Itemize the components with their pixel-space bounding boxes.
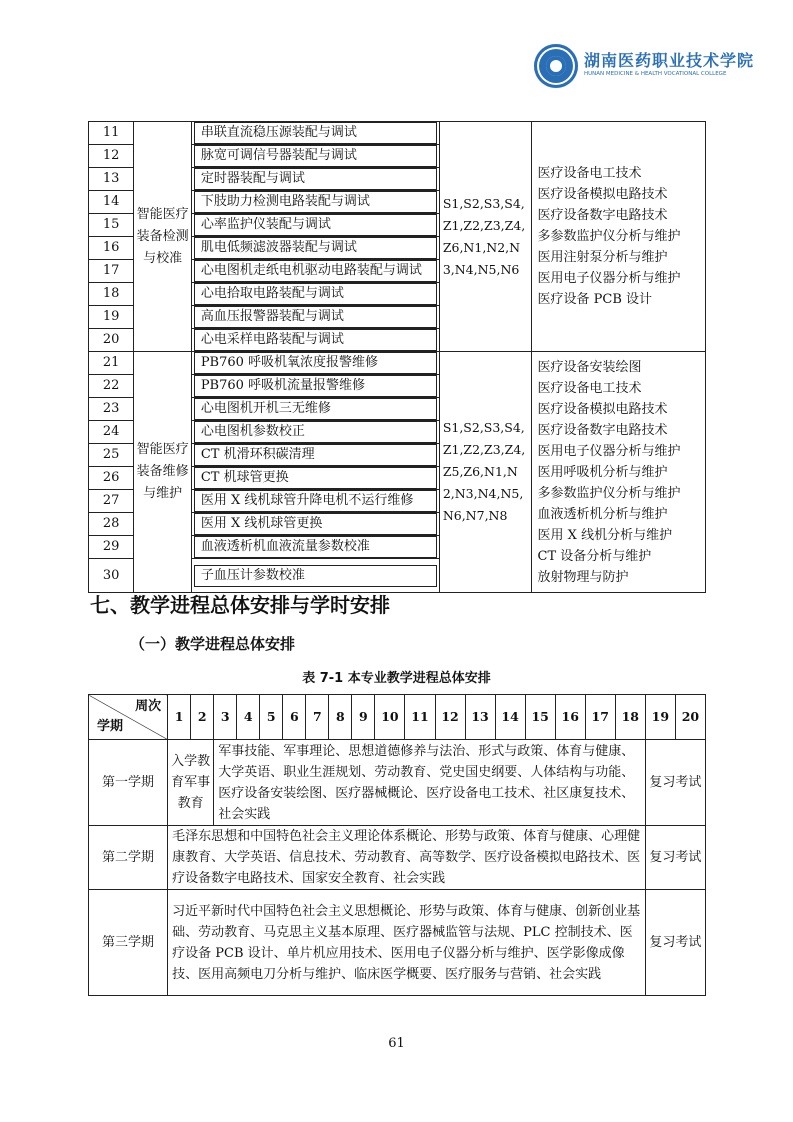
row-number: 13 xyxy=(89,168,134,191)
category-cell: 智能医疗装备维修与维护 xyxy=(134,352,191,593)
review-cell: 复习考试 xyxy=(645,826,705,890)
course-name: 医疗设备电工技术 xyxy=(537,166,642,181)
courses-cell xyxy=(531,352,705,593)
item-name: 下肢助力检测电路装配与调试 xyxy=(194,191,437,213)
item-cell xyxy=(191,214,439,237)
week-number: 10 xyxy=(375,695,405,740)
week-number: 12 xyxy=(435,695,465,740)
row-number: 15 xyxy=(89,214,134,237)
item-name: 高血压报警器装配与调试 xyxy=(194,306,437,328)
row-number: 23 xyxy=(89,398,134,421)
item-name: 心电图机走纸电机驱动电路装配与调试 xyxy=(194,260,437,282)
item-cell xyxy=(191,283,439,306)
category-cell: 智能医疗装备检测与校准 xyxy=(134,122,191,352)
item-name: 医用 X 线机球管升降电机不运行维修 xyxy=(194,490,437,512)
item-cell xyxy=(191,559,439,593)
row-number: 18 xyxy=(89,283,134,306)
teaching-schedule-table xyxy=(88,694,706,996)
row-number: 20 xyxy=(89,329,134,352)
item-cell xyxy=(191,352,439,375)
row-number: 22 xyxy=(89,375,134,398)
item-name: 定时器装配与调试 xyxy=(194,168,437,190)
item-name: CT 机球管更换 xyxy=(194,467,437,489)
row-number: 29 xyxy=(89,536,134,559)
item-name: 心电图机开机三无维修 xyxy=(194,398,437,420)
week-number: 6 xyxy=(283,695,306,740)
logo-name-cn: 湖南医药职业技术学院 xyxy=(584,51,755,70)
training-items-table xyxy=(88,121,706,593)
week-number: 13 xyxy=(465,695,495,740)
row-number: 17 xyxy=(89,260,134,283)
week-label: 周次 xyxy=(135,699,162,714)
course-name: 医疗设备数字电路技术 xyxy=(537,422,668,438)
item-cell xyxy=(191,191,439,214)
courses-cell xyxy=(531,122,705,352)
row-number: 28 xyxy=(89,513,134,536)
table-row xyxy=(89,122,706,145)
item-name: 医用 X 线机球管更换 xyxy=(194,513,437,535)
week-number: 9 xyxy=(352,695,375,740)
item-cell xyxy=(191,513,439,536)
term-name: 第二学期 xyxy=(89,826,168,890)
item-name: 肌电低频滤波器装配与调试 xyxy=(194,237,437,259)
item-cell xyxy=(191,122,439,145)
item-cell xyxy=(191,168,439,191)
row-number: 21 xyxy=(89,352,134,375)
term-row xyxy=(89,740,706,826)
course-name: 医疗设备电工技术 xyxy=(537,380,642,396)
term-label: 学期 xyxy=(97,719,124,734)
course-name: 医疗设备模拟电路技术 xyxy=(537,401,668,417)
row-number: 14 xyxy=(89,191,134,214)
header-row xyxy=(89,695,706,740)
item-name: PB760 呼吸机流量报警维修 xyxy=(194,375,437,397)
logo-name-en: HUNAN MEDICINE & HEALTH VOCATIONAL COLLEGE xyxy=(584,71,727,77)
item-cell xyxy=(191,444,439,467)
course-name: 医疗设备模拟电路技术 xyxy=(537,187,668,202)
item-name: 心电采样电路装配与调试 xyxy=(194,329,437,351)
week-number: 15 xyxy=(525,695,555,740)
item-name: 脉宽可调信号器装配与调试 xyxy=(194,145,437,167)
week-number: 1 xyxy=(168,695,191,740)
week-number: 11 xyxy=(405,695,435,740)
table-row xyxy=(89,352,706,375)
courses-cell: 军事技能、军事理论、思想道德修养与法治、形式与政策、体育与健康、大学英语、职业生涯规划、劳动教育、党史国史纲要、人体结构与功能、医疗设备安装绘图、医疗器械概论、医疗设备电工技术、社区康复技术、社会实践 xyxy=(214,740,646,826)
row-number: 12 xyxy=(89,145,134,168)
review-cell: 复习考试 xyxy=(645,740,705,826)
course-name: 放射物理与防护 xyxy=(537,569,629,585)
skills-cell: S1,S2,S3,S4,Z1,Z2,Z3,Z4,Z5,Z6,N1,N2,N3,N4,N5,N6,N7,N8 xyxy=(439,352,531,593)
item-name: 血液透析机血液流量参数校准 xyxy=(194,536,437,558)
item-cell xyxy=(191,329,439,352)
week-number: 5 xyxy=(260,695,283,740)
course-name: 医用电子仪器分析与维护 xyxy=(537,443,681,459)
row-number: 27 xyxy=(89,490,134,513)
item-cell xyxy=(191,237,439,260)
subsection-heading: （一）教学进程总体安排 xyxy=(130,635,296,653)
courses-cell: 毛泽东思想和中国特色社会主义理论体系概论、形势与政策、体育与健康、心理健康教育、大学英语、信息技术、劳动教育、高等数学、医疗设备模拟电路技术、医疗设备数字电路技术、国家安全教育、社会实践 xyxy=(168,826,646,890)
row-number: 19 xyxy=(89,306,134,329)
course-name: 医用 X 线机分析与维护 xyxy=(537,527,673,543)
course-name: 多参数监护仪分析与维护 xyxy=(537,229,681,244)
row-number: 25 xyxy=(89,444,134,467)
week-number: 16 xyxy=(555,695,585,740)
item-name: PB760 呼吸机氧浓度报警维修 xyxy=(194,352,437,374)
course-name: 医用电子仪器分析与维护 xyxy=(537,271,681,286)
page-number: 61 xyxy=(388,1036,405,1051)
intro-cell: 入学教育军事教育 xyxy=(168,740,214,826)
item-cell xyxy=(191,536,439,559)
course-name: 医疗设备安装绘图 xyxy=(537,359,642,375)
week-number: 2 xyxy=(191,695,214,740)
week-number: 7 xyxy=(306,695,329,740)
row-number: 30 xyxy=(89,559,134,593)
row-number: 26 xyxy=(89,467,134,490)
item-name: 心电拾取电路装配与调试 xyxy=(194,283,437,305)
item-cell xyxy=(191,398,439,421)
row-number: 16 xyxy=(89,237,134,260)
course-name: 多参数监护仪分析与维护 xyxy=(537,485,681,501)
course-name: 医疗设备 PCB 设计 xyxy=(537,292,653,307)
college-seal-icon xyxy=(534,44,578,88)
week-number: 14 xyxy=(495,695,525,740)
week-number: 20 xyxy=(675,695,705,740)
course-name: CT 设备分析与维护 xyxy=(537,548,652,564)
week-number: 18 xyxy=(615,695,645,740)
college-logo xyxy=(534,44,764,92)
week-number: 17 xyxy=(585,695,615,740)
courses-cell: 习近平新时代中国特色社会主义思想概论、形势与政策、体育与健康、创新创业基础、劳动教育、马克思主义基本原理、医疗器械监管与法规、PLC 控制技术、医疗设备 PCB 设计、单片机应用技术、医用电子仪器分析与维护、医学影像成像技、医用高频电刀分析与维护、临床医学概要、医疗服务与营销、社会实践 xyxy=(168,890,646,996)
section-heading: 七、教学进程总体安排与学时安排 xyxy=(90,593,390,617)
item-cell xyxy=(191,467,439,490)
course-name: 血液透析机分析与维护 xyxy=(537,506,668,522)
week-number: 3 xyxy=(214,695,237,740)
item-cell xyxy=(191,421,439,444)
skills-cell: S1,S2,S3,S4,Z1,Z2,Z3,Z4,Z6,N1,N2,N3,N4,N5,N6 xyxy=(439,122,531,352)
table-caption: 表 7-1 本专业教学进程总体安排 xyxy=(302,671,491,686)
review-cell: 复习考试 xyxy=(645,890,705,996)
item-cell xyxy=(191,490,439,513)
item-cell xyxy=(191,306,439,329)
week-number: 19 xyxy=(645,695,675,740)
term-row xyxy=(89,826,706,890)
item-name: 心电图机参数校正 xyxy=(194,421,437,443)
item-name: 串联直流稳压源装配与调试 xyxy=(194,122,437,144)
item-cell xyxy=(191,260,439,283)
item-name: CT 机滑环积碳清理 xyxy=(194,444,437,466)
row-number: 11 xyxy=(89,122,134,145)
item-cell xyxy=(191,375,439,398)
item-cell xyxy=(191,145,439,168)
course-name: 医用呼吸机分析与维护 xyxy=(537,464,668,480)
item-name: 子血压计参数校准 xyxy=(194,565,437,587)
term-row xyxy=(89,890,706,996)
term-name: 第一学期 xyxy=(89,740,168,826)
week-number: 8 xyxy=(329,695,352,740)
course-name: 医用注射泵分析与维护 xyxy=(537,250,668,265)
week-number: 4 xyxy=(237,695,260,740)
term-name: 第三学期 xyxy=(89,890,168,996)
row-number: 24 xyxy=(89,421,134,444)
item-name: 心率监护仪装配与调试 xyxy=(194,214,437,236)
course-name: 医疗设备数字电路技术 xyxy=(537,208,668,223)
diagonal-header-cell xyxy=(89,695,168,740)
